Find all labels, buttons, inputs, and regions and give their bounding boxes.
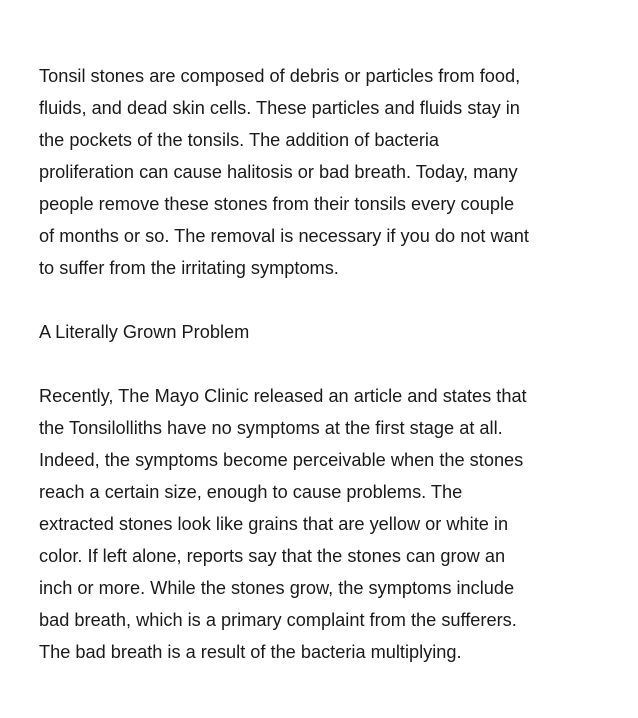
section-heading: A Literally Grown Problem: [39, 322, 250, 342]
text-line: Recently, The Mayo Clinic released an article and states that: [39, 386, 527, 406]
text-line: the pockets of the tonsils. The addition of bacteria: [39, 130, 440, 150]
text-line: to suffer from the irritating symptoms.: [39, 258, 339, 278]
paragraph-symptoms: [39, 380, 609, 668]
text-line: color. If left alone, reports say that the stones can grow an: [39, 546, 506, 566]
text-line: proliferation can cause halitosis or bad breath. Today, many: [39, 162, 518, 182]
document-body: [39, 60, 609, 668]
text-line: extracted stones look like grains that are yellow or white in: [39, 514, 509, 534]
text-line: reach a certain size, enough to cause problems. The: [39, 482, 463, 502]
paragraph-spacer: [39, 284, 609, 316]
paragraph-spacer: [39, 348, 609, 380]
text-line: Indeed, the symptoms become perceivable when the stones: [39, 450, 524, 470]
text-line: Tonsil stones are composed of debris or particles from food,: [39, 66, 521, 86]
text-line: The bad breath is a result of the bacteria multiplying.: [39, 642, 462, 662]
text-line: inch or more. While the stones grow, the symptoms include: [39, 578, 515, 598]
paragraph-intro: [39, 60, 609, 284]
text-line: of months or so. The removal is necessary if you do not want: [39, 226, 529, 246]
text-line: bad breath, which is a primary complaint from the sufferers.: [39, 610, 517, 630]
text-line: the Tonsilolliths have no symptoms at the first stage at all.: [39, 418, 503, 438]
text-line: people remove these stones from their tonsils every couple: [39, 194, 515, 214]
text-line: fluids, and dead skin cells. These particles and fluids stay in: [39, 98, 520, 118]
